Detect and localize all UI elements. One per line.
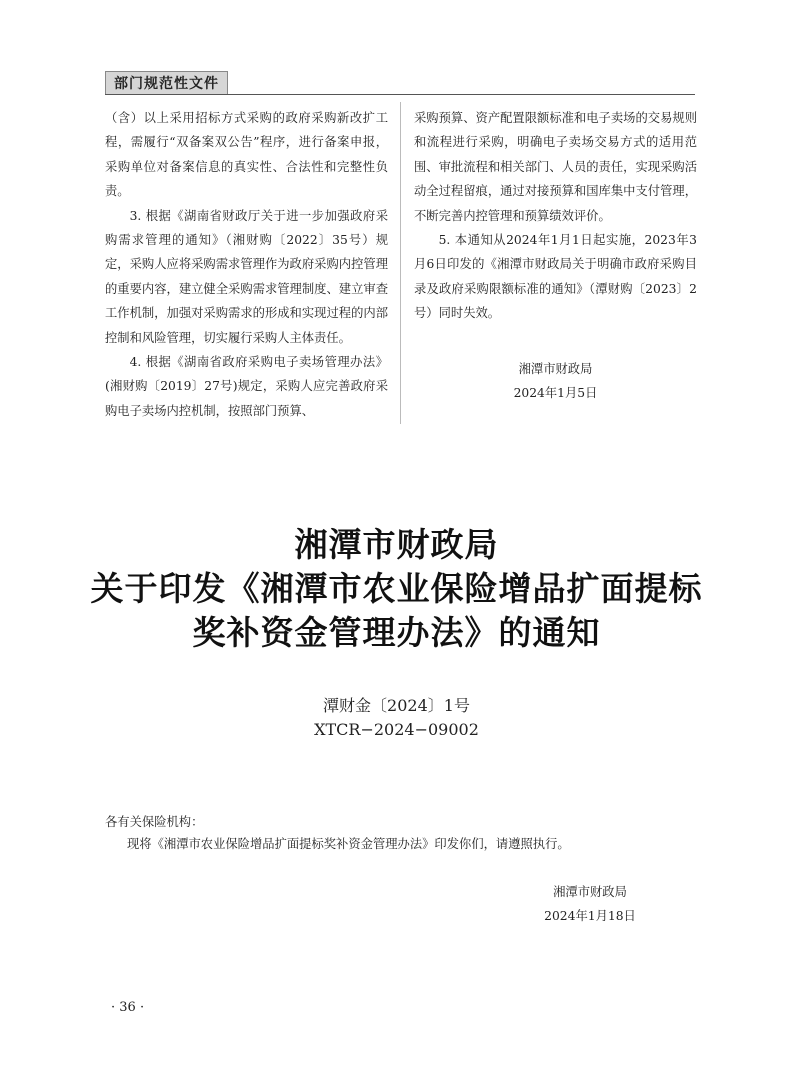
header-rule (105, 94, 695, 95)
left-paragraph-2: 3. 根据《湖南省财政厅关于进一步加强政府采购需求管理的通知》（湘财购〔2022〕35号）规定，采购人应将采购需求管理作为政府采购内控管理的重要内容，建立健全采购需求管理制度、建立审查工作机制，加强对采购需求的形成和实现过程的内部控制和风险管理，切实履行采购人主体责任。 (105, 208, 388, 345)
left-paragraph-3: 4. 根据《湖南省政府采购电子卖场管理办法》(湘财购〔2019〕27号)规定，采购人应完善政府采购电子卖场内控机制，按照部门预算、 (105, 355, 388, 418)
right-paragraph-1: 采购预算、资产配置限额标准和电子卖场的交易规则和流程进行采购，明确电子卖场交易方式的适用范围、审批流程和相关部门、人员的责任，实现采购活动全过程留痕，通过对接预算和国库集中支付管理，不断完善内控管理和预算绩效评价。 (414, 111, 697, 223)
page-number: · 36 · (111, 1000, 145, 1015)
signature1-org: 湘潭市财政局 (518, 362, 593, 376)
signature2-org: 湘潭市财政局 (553, 885, 627, 899)
right-paragraph-2: 5. 本通知从2024年1月1日起实施，2023年3月6日印发的《湘潭市财政局关于明确市政府采购目录及政府采购限额标准的通知》（潭财购〔2023〕2号）同时失效。 (414, 233, 697, 321)
notice-title (60, 523, 733, 655)
column-divider (400, 102, 401, 424)
notice-title-line-3: 奖补资金管理办法》的通知 (192, 613, 601, 652)
signature1-date: 2024年1月5日 (513, 386, 598, 400)
registration-code: XTCR−2024−09002 (314, 720, 479, 739)
notice-body: 现将《湘潭市农业保险增品扩面提标奖补资金管理办法》印发你们，请遵照执行。 (127, 837, 570, 851)
recipient: 各有关保险机构： (105, 815, 204, 829)
notice-title-line-2: 关于印发《湘潭市农业保险增品扩面提标 (90, 569, 703, 608)
left-paragraph-1: （含）以上采用招标方式采购的政府采购新改扩工程，需履行“双备案双公告”程序，进行备案申报，采购单位对备案信息的真实性、合法性和完整性负责。 (105, 111, 388, 199)
notice-title-line-1: 湘潭市财政局 (294, 525, 499, 564)
doc-number: 潭财金〔2024〕1号 (323, 696, 470, 715)
section-tag: 部门规范性文件 (105, 71, 228, 95)
right-column (414, 106, 697, 326)
signature2-date: 2024年1月18日 (544, 909, 636, 923)
section-tag-wrap (105, 71, 228, 95)
left-column (105, 106, 388, 423)
